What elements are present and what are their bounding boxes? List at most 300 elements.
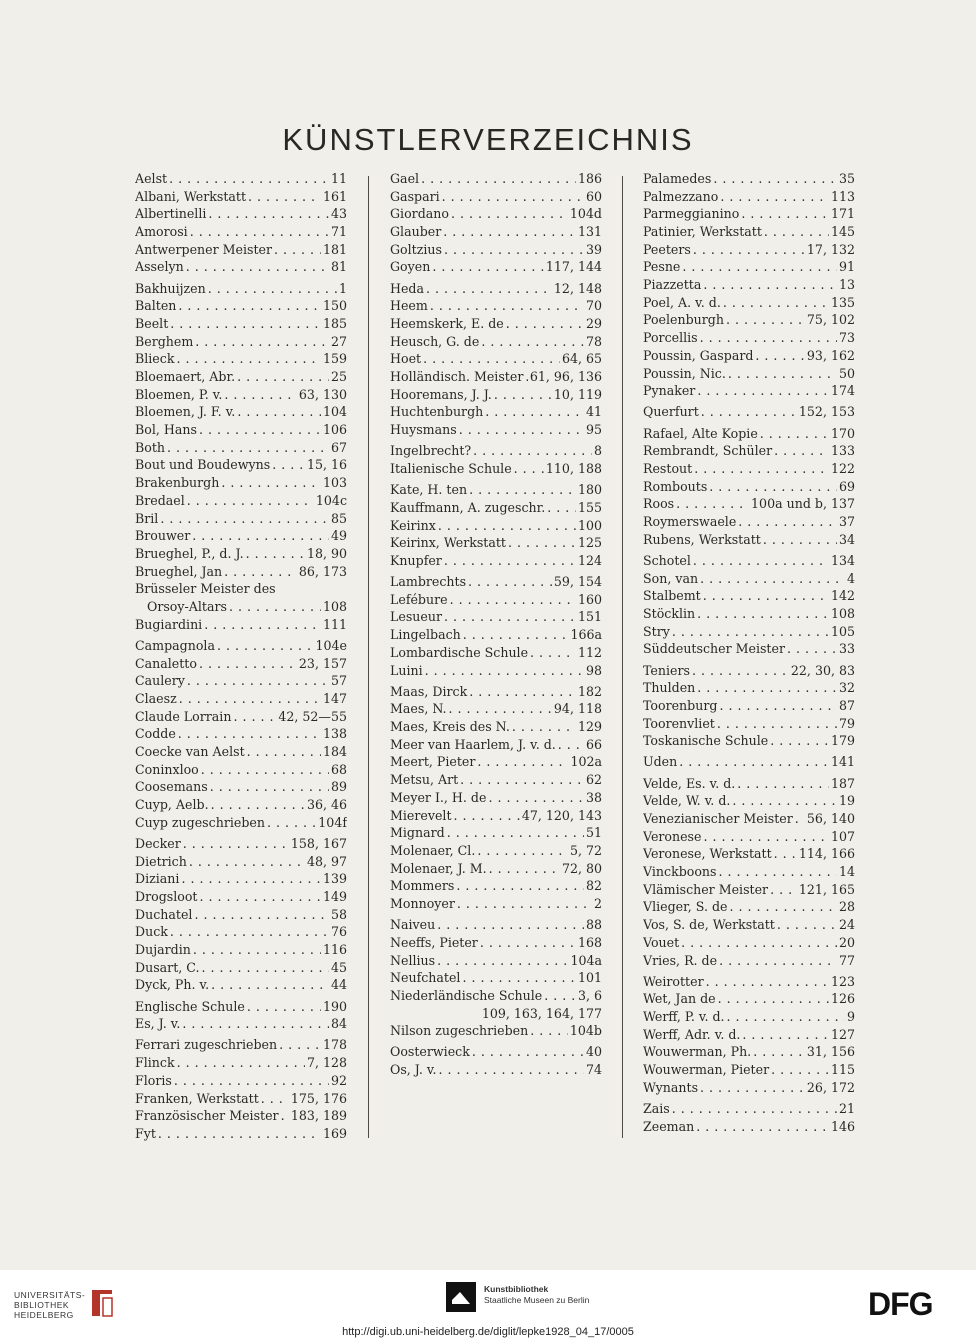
artist-name: Französischer Meister <box>135 1108 279 1124</box>
index-entry <box>643 513 855 531</box>
index-entry <box>643 662 855 680</box>
entry-pages: 133 <box>830 443 855 459</box>
entry-pages: 147 <box>322 690 347 706</box>
index-entry <box>643 442 855 460</box>
artist-name: Antwerpener Meister <box>135 241 272 257</box>
index-entry <box>643 425 855 443</box>
dot-leader <box>457 895 592 913</box>
entry-pages: 104a <box>570 952 602 968</box>
artist-name: Maas, Dirck <box>390 683 468 699</box>
index-entry <box>135 976 347 994</box>
dot-leader <box>167 439 329 457</box>
index-entry <box>135 223 347 241</box>
entry-pages: 66 <box>585 736 602 752</box>
dot-leader <box>247 998 321 1016</box>
index-entry <box>390 895 602 913</box>
index-entry <box>390 591 602 609</box>
artist-name: Querfurt <box>643 404 699 420</box>
entry-pages: 45 <box>330 959 347 975</box>
entry-pages: 187 <box>830 775 855 791</box>
entry-pages: 34 <box>838 531 855 547</box>
artist-name: Maes, N. <box>390 701 447 717</box>
artist-name: Duchatel <box>135 906 193 922</box>
entry-pages: 186 <box>577 170 602 186</box>
dot-leader <box>530 1022 568 1040</box>
dot-leader <box>692 662 789 680</box>
artist-name: Poelenburgh <box>643 312 724 328</box>
entry-pages: 60 <box>585 188 602 204</box>
entry-pages: 169 <box>322 1125 347 1141</box>
entry-pages: 141 <box>830 754 855 770</box>
dot-leader <box>237 403 321 421</box>
index-entry <box>135 998 347 1016</box>
dot-leader <box>738 513 837 531</box>
entry-pages: 138 <box>322 726 347 742</box>
artist-name: Peeters <box>643 241 691 257</box>
index-entry <box>643 1061 855 1079</box>
artist-name: Patinier, Werkstatt <box>643 224 762 240</box>
index-entry <box>135 492 347 510</box>
entry-pages: 57 <box>330 673 347 689</box>
dot-leader <box>199 421 321 439</box>
dot-leader <box>178 725 321 743</box>
artist-name: Goltzius <box>390 241 442 257</box>
dot-leader <box>514 460 544 478</box>
artist-name: Lombardische Schule <box>390 644 529 660</box>
index-entry <box>135 368 347 386</box>
index-entry <box>390 170 602 188</box>
entry-pages: 124 <box>577 552 602 568</box>
index-entry <box>643 1044 855 1062</box>
index-entry <box>390 258 602 276</box>
index-entry <box>643 258 855 276</box>
index-entry <box>643 845 855 863</box>
dot-leader <box>468 573 552 591</box>
dot-leader <box>274 241 321 259</box>
entry-pages: 104 <box>322 404 347 420</box>
index-entry <box>135 959 347 977</box>
entry-pages: 17, 132 <box>806 241 855 257</box>
dot-leader <box>703 828 828 846</box>
entry-pages: 87 <box>838 697 855 713</box>
artist-name: Vinckboons <box>643 864 717 880</box>
artist-name: Porcellis <box>643 330 698 346</box>
index-entry <box>135 725 347 743</box>
dot-leader <box>221 474 321 492</box>
dot-leader <box>770 732 829 750</box>
entry-pages: 21 <box>838 1101 855 1117</box>
entry-pages: 32 <box>838 680 855 696</box>
entry-pages: 37 <box>838 514 855 530</box>
artist-name: Knupfer <box>390 552 442 568</box>
index-column-2 <box>390 170 602 1079</box>
dot-leader <box>558 736 584 754</box>
index-entry <box>643 990 855 1008</box>
entry-pages: 13 <box>838 277 855 293</box>
index-entry <box>135 708 347 726</box>
index-entry <box>135 315 347 333</box>
entry-pages: 5, 72 <box>569 842 602 858</box>
dot-leader <box>506 315 584 333</box>
artist-name: Venezianischer Meister <box>643 811 793 827</box>
artist-name: Campagnola <box>135 637 215 653</box>
entry-pages: 150 <box>322 298 347 314</box>
dot-leader <box>281 1107 289 1125</box>
dot-leader <box>728 365 837 383</box>
artist-name: Gaspari <box>390 188 440 204</box>
dot-leader <box>190 223 329 241</box>
index-entry <box>390 534 602 552</box>
artist-name: Ferrari zugeschrieben <box>135 1037 278 1053</box>
dot-leader <box>676 495 749 513</box>
dot-leader <box>248 188 321 206</box>
entry-pages: 75, 102 <box>806 312 855 328</box>
artist-name: Werff, Adr. v. d. <box>643 1026 741 1042</box>
entry-pages: 11 <box>330 170 347 186</box>
index-entry <box>643 170 855 188</box>
artist-name: Blieck <box>135 351 175 367</box>
index-entry <box>390 1061 602 1079</box>
entry-pages: 56, 140 <box>806 811 855 827</box>
index-entry <box>135 580 347 598</box>
dot-leader <box>261 1090 289 1108</box>
university-library-logo-icon[interactable] <box>88 1286 116 1320</box>
dot-leader <box>544 987 576 1005</box>
dot-leader <box>718 990 829 1008</box>
entry-pages: 93, 162 <box>806 347 855 363</box>
artist-name: Heusch, G. de <box>390 333 480 349</box>
dot-leader <box>204 616 321 634</box>
index-entry <box>390 662 602 680</box>
index-entry <box>135 350 347 368</box>
dot-leader <box>193 941 321 959</box>
artist-name: Restout <box>643 460 693 476</box>
dot-leader <box>160 510 329 528</box>
dot-leader <box>443 223 576 241</box>
dot-leader <box>186 258 329 276</box>
index-entry <box>390 499 602 517</box>
index-entry <box>643 1026 855 1044</box>
university-library-logo-text[interactable]: UNIVERSITÄTS- BIBLIOTHEK HEIDELBERG <box>14 1290 86 1320</box>
entry-pages: 95 <box>585 422 602 438</box>
artist-name: Bloemen, J. F. v. <box>135 404 236 420</box>
index-entry <box>390 481 602 499</box>
dot-leader <box>679 754 829 772</box>
dot-leader <box>437 916 584 934</box>
entry-pages: 28 <box>838 899 855 915</box>
dot-leader <box>764 223 829 241</box>
index-entry <box>643 640 855 658</box>
dot-leader <box>727 1008 845 1026</box>
index-entry <box>390 683 602 701</box>
entry-pages: 81 <box>330 259 347 275</box>
artist-name: Monnoyer <box>390 895 455 911</box>
index-entry <box>390 517 602 535</box>
artist-name: Floris <box>135 1072 172 1088</box>
dot-leader <box>432 258 544 276</box>
index-entry <box>390 573 602 591</box>
index-entry <box>643 312 855 330</box>
artist-name: Pynaker <box>643 383 696 399</box>
index-entry <box>135 258 347 276</box>
artist-name: Diziani <box>135 871 180 887</box>
artist-name: Hoet <box>390 351 422 367</box>
entry-pages: 4 <box>846 570 855 586</box>
artist-name: Giordano <box>390 206 449 222</box>
artist-name: Veronese <box>643 828 702 844</box>
entry-pages: 20 <box>838 934 855 950</box>
entry-pages: 125 <box>577 535 602 551</box>
index-entry <box>135 439 347 457</box>
index-entry <box>135 280 347 298</box>
entry-pages: 175, 176 <box>290 1090 347 1106</box>
artist-name: Toorenvliet <box>643 715 715 731</box>
artist-name: Nilson zugeschrieben <box>390 1023 529 1039</box>
artist-name: Heda <box>390 280 425 296</box>
artist-name: Mignard <box>390 825 445 841</box>
entry-pages: 12, 148 <box>553 280 602 296</box>
entry-pages: 29 <box>585 315 602 331</box>
artist-name: Mommers <box>390 878 455 894</box>
artist-name: Lesueur <box>390 609 442 625</box>
artist-name: Roos <box>643 496 675 512</box>
index-entry <box>135 870 347 888</box>
index-entry <box>390 771 602 789</box>
dot-leader <box>530 644 576 662</box>
dot-leader <box>709 478 837 496</box>
dot-leader <box>438 517 576 535</box>
index-entry <box>135 386 347 404</box>
entry-pages: 183, 189 <box>290 1108 347 1124</box>
dot-leader <box>717 715 837 733</box>
index-entry <box>135 923 347 941</box>
entry-pages: 185 <box>322 315 347 331</box>
index-entry <box>135 545 347 563</box>
entry-pages: 104d <box>569 206 602 222</box>
artist-name: Palmezzano <box>643 188 719 204</box>
entry-pages: 18, 90 <box>306 545 347 561</box>
dot-leader <box>774 845 797 863</box>
entry-pages: 68 <box>330 761 347 777</box>
artist-name: Albertinelli <box>135 206 207 222</box>
index-entry <box>643 329 855 347</box>
index-entry <box>135 814 347 832</box>
entry-pages: 41 <box>585 404 602 420</box>
entry-pages: 98 <box>585 662 602 678</box>
artist-name: Bloemaert, Abr. <box>135 369 236 385</box>
artist-name: Oosterwieck <box>390 1044 470 1060</box>
artist-name: Vouet <box>643 934 680 950</box>
dot-leader <box>753 1044 805 1062</box>
index-entry <box>390 877 602 895</box>
dot-leader <box>459 421 584 439</box>
artist-name: Bout und Boudewyns <box>135 457 271 473</box>
artist-name: Niederländische Schule <box>390 987 543 1003</box>
index-entry <box>390 368 602 386</box>
dot-leader <box>217 637 314 655</box>
artist-name: Holländisch. Meister <box>390 369 524 385</box>
artist-name: Veronese, Werkstatt <box>643 846 772 862</box>
artist-name: Brakenburgh <box>135 475 220 491</box>
entry-pages: 107 <box>830 828 855 844</box>
entry-pages: 112 <box>577 644 602 660</box>
artist-name: Heemskerk, E. de <box>390 315 504 331</box>
index-entry <box>390 315 602 333</box>
entry-pages: 62 <box>585 772 602 788</box>
index-entry <box>390 552 602 570</box>
index-entry <box>390 188 602 206</box>
artist-name: Neeffs, Pieter <box>390 934 478 950</box>
artist-name: Dyck, Ph. v. <box>135 977 210 993</box>
artist-name: Toskanische Schule <box>643 733 769 749</box>
index-entry <box>643 382 855 400</box>
index-entry <box>135 1107 347 1125</box>
index-entry <box>390 333 602 351</box>
index-entry <box>135 655 347 673</box>
artist-name: Velde, Es. v. d. <box>643 775 736 791</box>
dot-leader <box>703 276 837 294</box>
dot-leader <box>460 771 584 789</box>
entry-pages: 85 <box>330 510 347 526</box>
entry-pages: 131 <box>577 224 602 240</box>
dot-leader <box>719 952 837 970</box>
artist-name: Kauffmann, A. zugeschr. <box>390 499 546 515</box>
entry-pages: 108 <box>830 605 855 621</box>
column-divider <box>622 176 623 1138</box>
artist-name: Bril <box>135 510 159 526</box>
entry-pages: 181 <box>322 241 347 257</box>
artist-name: Beelt <box>135 315 169 331</box>
artist-name: Rombouts <box>643 478 708 494</box>
artist-name: Coecke van Aelst <box>135 743 245 759</box>
dot-leader <box>771 1061 829 1079</box>
index-entry <box>643 241 855 259</box>
dot-leader <box>189 853 305 871</box>
index-entry <box>135 1090 347 1108</box>
artist-name: Brueghel, P., d. J. <box>135 545 244 561</box>
index-entry <box>390 1022 602 1040</box>
entry-pages: 113 <box>830 188 855 204</box>
artist-name: Decker <box>135 835 181 851</box>
artist-name: Italienische Schule <box>390 460 512 476</box>
entry-pages: 73 <box>838 330 855 346</box>
artist-name: Coninxloo <box>135 761 199 777</box>
source-url[interactable]: http://digi.ub.uni-heidelberg.de/diglit/lepke1928_04_17/0005 <box>342 1326 634 1338</box>
index-entry <box>643 552 855 570</box>
index-entry <box>390 460 602 478</box>
entry-pages: 129 <box>577 719 602 735</box>
artist-name: Nellius <box>390 952 436 968</box>
entry-pages: 70 <box>585 298 602 314</box>
entry-pages: 69 <box>838 478 855 494</box>
entry-pages: 100a und b, 137 <box>751 496 855 512</box>
index-entry <box>643 1079 855 1097</box>
index-entry <box>643 679 855 697</box>
dot-leader <box>176 350 321 368</box>
index-entry <box>390 644 602 662</box>
entry-pages: 103 <box>322 475 347 491</box>
entry-pages: 179 <box>830 733 855 749</box>
entry-pages: 77 <box>838 952 855 968</box>
dot-leader <box>425 662 584 680</box>
entry-pages: 102a <box>570 754 602 770</box>
dot-leader <box>795 810 805 828</box>
entry-pages: 121, 165 <box>798 881 855 897</box>
index-entry <box>643 916 855 934</box>
artist-name: Dujardin <box>135 942 191 958</box>
index-entry <box>643 715 855 733</box>
entry-pages: 152, 153 <box>798 404 855 420</box>
entry-pages: 82 <box>585 878 602 894</box>
artist-name: Duck <box>135 924 168 940</box>
dot-leader <box>693 552 829 570</box>
dot-leader <box>719 697 837 715</box>
entry-pages: 184 <box>322 743 347 759</box>
entry-pages: 33 <box>838 641 855 657</box>
dot-leader <box>187 672 329 690</box>
kunstbibliothek-logo-icon[interactable] <box>446 1282 476 1312</box>
index-entry <box>643 1118 855 1136</box>
dot-leader <box>696 1118 829 1136</box>
dot-leader <box>158 1125 321 1143</box>
dot-leader <box>729 899 837 917</box>
index-entry <box>643 460 855 478</box>
dot-leader <box>447 824 584 842</box>
index-entry <box>390 223 602 241</box>
index-entry <box>135 853 347 871</box>
dot-leader <box>181 870 321 888</box>
entry-pages: 1 <box>338 280 347 296</box>
dot-leader <box>477 842 568 860</box>
artist-name: Bugiardini <box>135 616 203 632</box>
index-entry <box>135 297 347 315</box>
entry-pages: 43 <box>330 206 347 222</box>
artist-name: Claesz <box>135 690 177 706</box>
dot-leader <box>450 591 576 609</box>
artist-name: Luini <box>390 662 423 678</box>
index-entry <box>643 792 855 810</box>
dot-leader <box>421 170 576 188</box>
index-entry <box>643 952 855 970</box>
dot-leader <box>444 241 584 259</box>
index-entry <box>135 906 347 924</box>
entry-pages: 44 <box>330 977 347 993</box>
dot-leader <box>547 499 576 517</box>
entry-pages: 26, 172 <box>806 1079 855 1095</box>
dot-leader <box>426 280 552 298</box>
kunstbibliothek-logo-text[interactable]: Kunstbibliothek Staatliche Museen zu Berlin <box>484 1284 590 1305</box>
artist-name: Drogsloot <box>135 888 198 904</box>
dfg-logo[interactable]: DFG <box>868 1286 933 1322</box>
entry-pages: 64, 65 <box>561 351 602 367</box>
artist-name: Lambrechts <box>390 574 467 590</box>
entry-pages: 72, 80 <box>561 860 602 876</box>
artist-name: Huysmans <box>390 422 457 438</box>
index-entry <box>135 188 347 206</box>
index-entry <box>135 637 347 655</box>
entry-pages: 100 <box>577 517 602 533</box>
entry-pages: 145 <box>830 224 855 240</box>
entry-pages: 127 <box>830 1026 855 1042</box>
index-entry <box>135 1125 347 1143</box>
dot-leader <box>770 881 797 899</box>
dot-leader <box>787 640 837 658</box>
dot-leader <box>463 626 569 644</box>
artist-name: Asselyn <box>135 259 184 275</box>
artist-name: Piazzetta <box>643 277 702 293</box>
entry-pages: 19 <box>838 793 855 809</box>
artist-name: Stöcklin <box>643 605 696 621</box>
